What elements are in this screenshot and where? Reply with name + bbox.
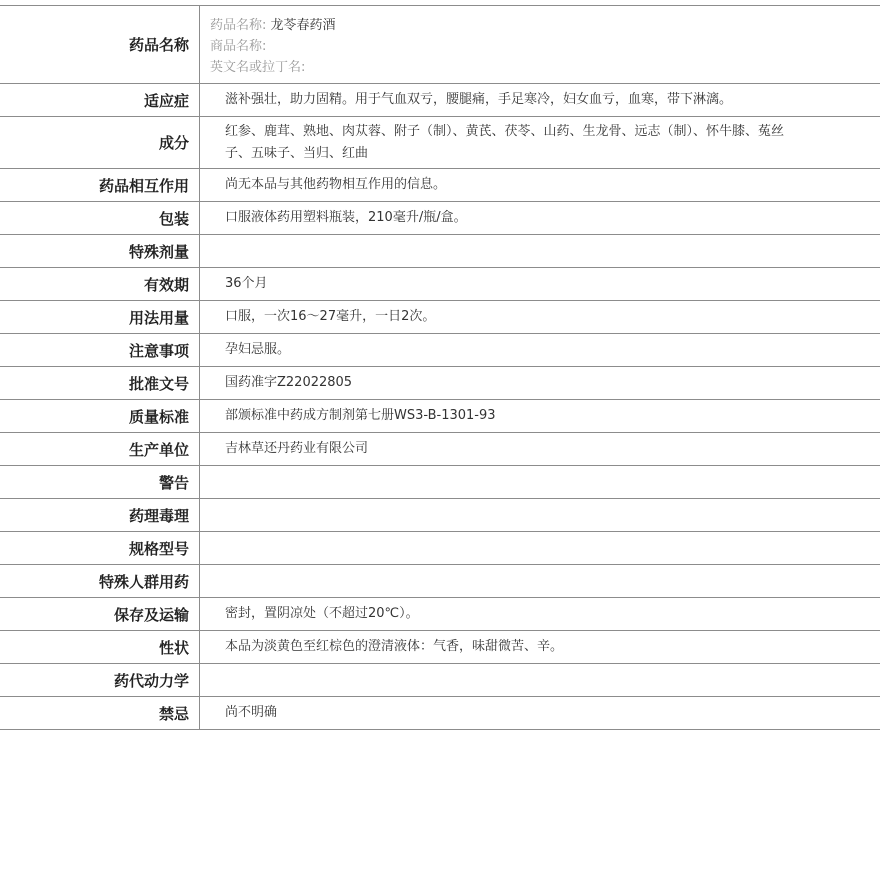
row-value: 红参、鹿茸、熟地、肉苁蓉、附子（制）、黄芪、茯苓、山药、生龙骨、远志（制）、怀牛膝、菟丝子、五味子、当归、红曲 bbox=[225, 123, 785, 161]
row-label: 生产单位 bbox=[0, 433, 200, 465]
row-special-dosage bbox=[0, 235, 880, 268]
drug-name-block bbox=[200, 6, 880, 83]
row-ingredients bbox=[0, 117, 880, 169]
row-value: 吉林草还丹药业有限公司 bbox=[225, 441, 369, 456]
row-indications bbox=[0, 84, 880, 117]
row-label: 禁忌 bbox=[0, 697, 200, 729]
row-pharmacokinetics bbox=[0, 664, 880, 697]
drug-name-line bbox=[210, 15, 880, 36]
row-contraindications bbox=[0, 697, 880, 730]
row-specification bbox=[0, 532, 880, 565]
trade-name-line: 商品名称: bbox=[210, 39, 267, 54]
row-value: 部颁标准中药成方制剂第七册WS3-B-1301-93 bbox=[225, 408, 496, 423]
row-label: 质量标准 bbox=[0, 400, 200, 432]
row-precautions bbox=[0, 334, 880, 367]
row-description bbox=[0, 631, 880, 664]
row-value: 国药准字Z22022805 bbox=[225, 375, 353, 390]
row-label: 注意事项 bbox=[0, 334, 200, 366]
row-label: 药品相互作用 bbox=[0, 169, 200, 201]
row-label: 用法用量 bbox=[0, 301, 200, 333]
row-label: 有效期 bbox=[0, 268, 200, 300]
english-name-line: 英文名或拉丁名: bbox=[210, 60, 306, 75]
row-value: 尚不明确 bbox=[225, 705, 278, 720]
row-interactions bbox=[0, 169, 880, 202]
row-approval-number bbox=[0, 367, 880, 400]
drug-name-value: 龙苓春药酒 bbox=[270, 18, 336, 33]
row-label: 成分 bbox=[0, 117, 200, 168]
row-label: 适应症 bbox=[0, 84, 200, 116]
row-storage bbox=[0, 598, 880, 631]
row-label: 警告 bbox=[0, 466, 200, 498]
row-label: 批准文号 bbox=[0, 367, 200, 399]
row-label: 包装 bbox=[0, 202, 200, 234]
row-label: 药理毒理 bbox=[0, 499, 200, 531]
row-value: 口服，一次16～27毫升，一日2次。 bbox=[225, 309, 436, 324]
row-value: 密封，置阴凉处（不超过20℃）。 bbox=[225, 606, 419, 621]
row-value: 36个月 bbox=[225, 276, 268, 291]
row-label: 规格型号 bbox=[0, 532, 200, 564]
row-value: 滋补强壮，助力固精。用于气血双亏，腰腿痛，手足寒冷，妇女血亏，血寒，带下淋漓。 bbox=[225, 92, 733, 107]
row-label-drug-name: 药品名称 bbox=[0, 6, 200, 83]
row-special-populations bbox=[0, 565, 880, 598]
row-pharmacology bbox=[0, 499, 880, 532]
row-label: 特殊人群用药 bbox=[0, 565, 200, 597]
row-value: 本品为淡黄色至红棕色的澄清液体：气香，味甜微苦、辛。 bbox=[225, 639, 564, 654]
row-label: 性状 bbox=[0, 631, 200, 663]
row-value: 尚无本品与其他药物相互作用的信息。 bbox=[225, 177, 447, 192]
drug-info-table bbox=[0, 5, 880, 730]
row-packaging bbox=[0, 202, 880, 235]
row-label: 药代动力学 bbox=[0, 664, 200, 696]
row-value: 口服液体药用塑料瓶装，210毫升/瓶/盒。 bbox=[225, 210, 467, 225]
row-usage bbox=[0, 301, 880, 334]
row-label: 保存及运输 bbox=[0, 598, 200, 630]
row-warning bbox=[0, 466, 880, 499]
row-manufacturer bbox=[0, 433, 880, 466]
row-drug-name bbox=[0, 6, 880, 84]
drug-name-prefix: 药品名称: bbox=[210, 18, 267, 33]
row-shelf-life bbox=[0, 268, 880, 301]
row-label: 特殊剂量 bbox=[0, 235, 200, 267]
row-quality-standard bbox=[0, 400, 880, 433]
row-value: 孕妇忌服。 bbox=[225, 342, 291, 357]
